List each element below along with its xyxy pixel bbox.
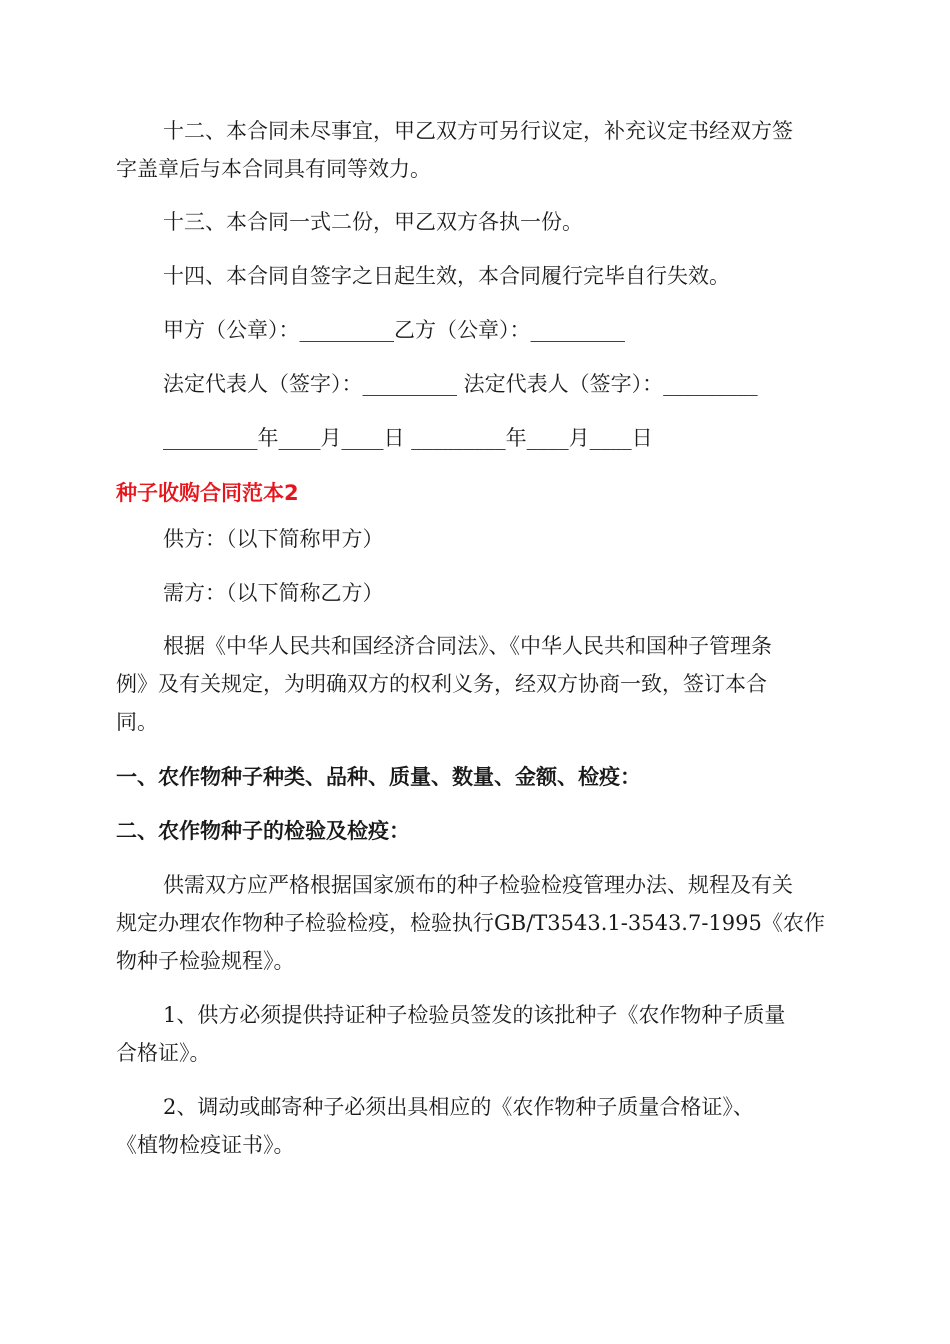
basis-line2: 例》及有关规定，为明确双方的权利义务，经双方协商一致，签订本合	[116, 672, 767, 696]
section-heading: 种子收购合同范本2	[116, 481, 299, 505]
signature-party-seals: 甲方（公章）：_________乙方（公章）：_________	[163, 318, 625, 342]
inspection-line3: 物种子检验规程》。	[116, 949, 295, 973]
item-2-line1: 2、调动或邮寄种子必须出具相应的《农作物种子质量合格证》、	[163, 1095, 754, 1119]
clause-14: 十四、本合同自签字之日起生效，本合同履行完毕自行失效。	[163, 264, 730, 288]
item-1-line2: 合格证》。	[116, 1041, 211, 1065]
inspection-line1: 供需双方应严格根据国家颁布的种子检验检疫管理办法、规程及有关	[163, 873, 793, 897]
clause-12-line1: 十二、本合同未尽事宜，甲乙双方可另行议定，补充议定书经双方签	[163, 119, 793, 143]
article-1-heading: 一、农作物种子种类、品种、质量、数量、金额、检疫：	[116, 765, 641, 789]
supplier-line: 供方：（以下简称甲方）	[163, 527, 384, 551]
signature-dates: _________年____月____日 _________年____月____日	[163, 426, 653, 450]
basis-line1: 根据《中华人民共和国经济合同法》、《中华人民共和国种子管理条	[163, 634, 772, 658]
clause-13: 十三、本合同一式二份，甲乙双方各执一份。	[163, 210, 583, 234]
basis-line3: 同。	[116, 710, 158, 734]
article-2-heading: 二、农作物种子的检验及检疫：	[116, 819, 410, 843]
signature-legal-reps: 法定代表人（签字）：_________ 法定代表人（签字）：_________	[163, 372, 758, 396]
clause-12-line2: 字盖章后与本合同具有同等效力。	[116, 157, 431, 181]
item-1-line1: 1、供方必须提供持证种子检验员签发的该批种子《农作物种子质量	[163, 1003, 786, 1027]
inspection-line2: 规定办理农作物种子检验检疫，检验执行GB/T3543.1-3543.7-1995《农作	[116, 911, 825, 935]
item-2-line2: 《植物检疫证书》。	[116, 1133, 295, 1157]
buyer-line: 需方：（以下简称乙方）	[163, 581, 384, 605]
